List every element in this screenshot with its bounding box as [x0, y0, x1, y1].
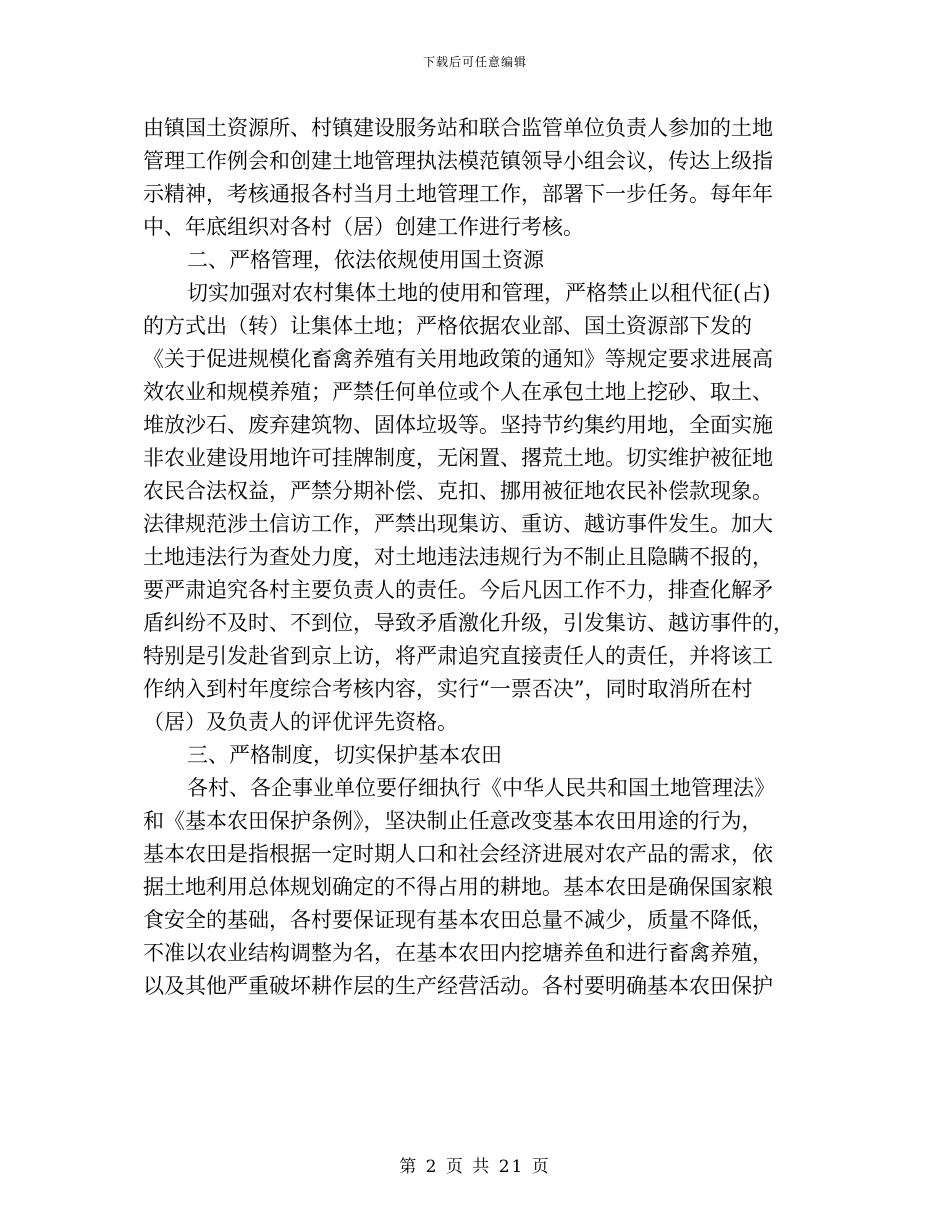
body-line: （居）及负责人的评优评先资格。 [143, 710, 458, 734]
body-line: 食安全的基础，各村要保证现有基本农田总量不减少，质量不降低， [143, 908, 773, 932]
body-line: 堆放沙石、废弃建筑物、固体垃圾等。坚持节约集约用地，全面实施 [143, 413, 773, 437]
body-line: 农民合法权益，严禁分期补偿、克扣、挪用被征地农民补偿款现象。 [143, 479, 773, 503]
document-body [143, 112, 811, 1003]
body-line: 的方式出（转）让集体土地；严格依据农业部、国土资源部下发的 [143, 314, 752, 338]
body-line: 要严肃追究各村主要负责人的责任。今后凡因工作不力，排查化解矛 [143, 578, 773, 602]
body-line: 基本农田是指根据一定时期人口和社会经济进展对农产品的需求，依 [143, 842, 773, 866]
body-line: 效农业和规模养殖；严禁任何单位或个人在承包土地上挖砂、取土、 [143, 380, 773, 404]
body-line: 非农业建设用地许可挂牌制度，无闲置、撂荒土地。切实维护被征地 [143, 446, 773, 470]
body-line: 不准以农业结构调整为名，在基本农田内挖塘养鱼和进行畜禽养殖， [143, 941, 773, 965]
body-line: 作纳入到村年度综合考核内容，实行“一票否决”，同时取消所在村 [143, 677, 753, 701]
body-line: 盾纠纷不及时、不到位，导致矛盾激化升级，引发集访、越访事件的， [143, 611, 794, 635]
body-line: 管理工作例会和创建土地管理执法模范镇领导小组会议，传达上级指 [143, 149, 773, 173]
body-line: 法律规范涉土信访工作，严禁出现集访、重访、越访事件发生。加大 [143, 512, 773, 536]
body-line: 切实加强对农村集体土地的使用和管理，严格禁止以租代征(占) [187, 281, 771, 305]
body-line: 以及其他严重破坏耕作层的生产经营活动。各村要明确基本农田保护 [143, 974, 773, 998]
body-line: 据土地利用总体规划确定的不得占用的耕地。基本农田是确保国家粮 [143, 875, 773, 899]
body-line: 中、年底组织对各村（居）创建工作进行考核。 [143, 215, 584, 239]
page-header: 下载后可任意编辑 [422, 55, 527, 69]
body-line: 《关于促进规模化畜禽养殖有关用地政策的通知》等规定要求进展高 [143, 347, 773, 371]
section-heading: 二、严格管理，依法依规使用国土资源 [187, 248, 544, 272]
body-line: 和《基本农田保护条例》，坚决制止任意改变基本农田用途的行为， [143, 809, 763, 833]
section-heading: 三、严格制度，切实保护基本农田 [187, 743, 502, 767]
body-line: 各村、各企事业单位要仔细执行《中华人民共和国土地管理法》 [187, 776, 775, 800]
body-line: 土地违法行为查处力度，对土地违法违规行为不制止且隐瞒不报的， [143, 545, 773, 569]
page-number: 第 2 页 共 21 页 [399, 1157, 551, 1177]
body-line: 特别是引发赴省到京上访，将严肃追究直接责任人的责任，并将该工 [143, 644, 773, 668]
body-line: 示精神，考核通报各村当月土地管理工作，部署下一步任务。每年年 [143, 182, 773, 206]
body-line: 由镇国土资源所、村镇建设服务站和联合监管单位负责人参加的土地 [143, 116, 773, 140]
